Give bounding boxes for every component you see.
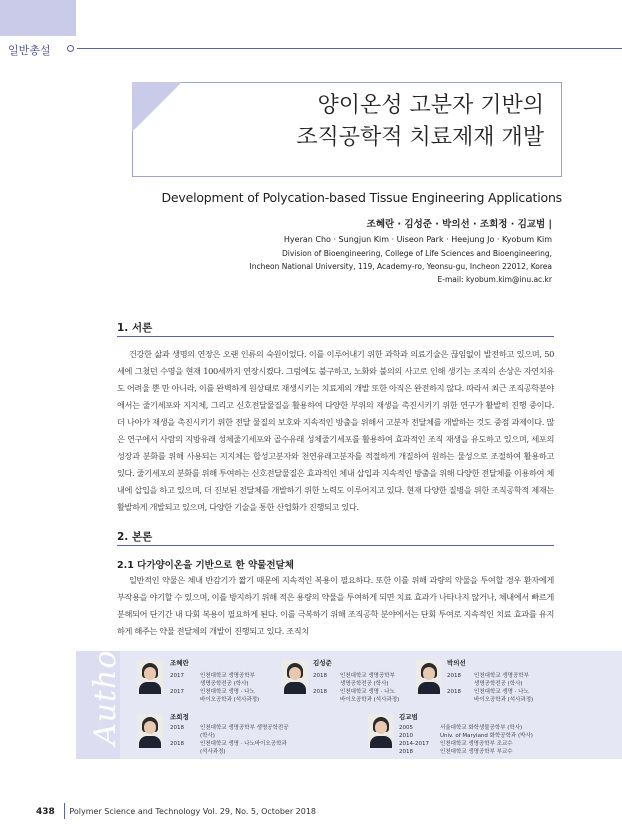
desc-line: (학사) [200, 733, 215, 739]
year: 2018 [447, 673, 461, 679]
authors-korean: 조혜란 · 김성준 · 박의선 · 조희정 · 김교범 | [366, 219, 552, 230]
authors-english: Hyeran Cho · Sungjun Kim · Uiseon Park · Heejung Jo · Kyobum Kim [283, 235, 552, 244]
desc-line: 생명공학전공 (학사) [200, 681, 249, 687]
author-label: Author [88, 634, 123, 745]
korean-title-line-2: 조직공학적 치료제재 개발 [296, 125, 544, 150]
desc-line: 인천대학교 생명 · 나노바이오공학과 [200, 741, 287, 747]
author-photo-jo-heejung [137, 714, 163, 748]
year: 2018 [170, 741, 184, 747]
year: 2017 [170, 673, 184, 679]
subsection-2-1-heading: 2.1 다가양이온을 기반으로 한 약물전달체 [117, 560, 294, 571]
section-2-heading: 2. 본론 [117, 531, 153, 543]
desc-line: 인천대학교 생명공학부 생명공학전공 [200, 725, 289, 731]
author-years [447, 672, 461, 696]
author-years [170, 672, 184, 696]
english-title: Development of Polycation-based Tissue Engineering Applications [161, 190, 562, 205]
desc-line: 바이오공학과 (석사과정) [340, 697, 400, 703]
year: 2010 [399, 733, 413, 739]
author-description [200, 672, 259, 704]
desc-line: 바이오공학과 (석사과정) [474, 697, 534, 703]
desc-line: 인천대학교 생명 · 나노 [474, 689, 529, 695]
author-photo-park-uiseon [416, 660, 442, 694]
korean-title [296, 90, 544, 154]
year: 2018 [170, 725, 184, 731]
section-1-rule [117, 336, 554, 337]
journal-citation: Polymer Science and Technology Vol. 29, No. 5, October 2018 [69, 807, 317, 816]
page-number: 438 [36, 807, 55, 817]
desc-line: (석사과정) [200, 749, 226, 755]
section-1-heading: 1. 서론 [117, 322, 153, 334]
desc-line: 인천대학교 생명공학부 조교수 [440, 741, 513, 747]
author-years [399, 724, 429, 756]
desc-line: 인천대학교 생명 · 나노 [200, 689, 255, 695]
desc-line: 인천대학교 생명공학부 [200, 673, 255, 679]
corner-accent-block [0, 0, 76, 36]
author-years [313, 672, 327, 696]
circle-bullet-icon [67, 45, 74, 52]
desc-line: 서울대학교 화학생물공학부 (학사) [440, 725, 523, 731]
year: 2014-2017 [399, 741, 429, 747]
author-description [340, 672, 399, 704]
desc-line: 인천대학교 생명공학부 [474, 673, 529, 679]
author-name: 조혜란 [170, 659, 189, 667]
desc-line: 생명공학전공 (학사) [474, 681, 523, 687]
desc-line: Univ. of Maryland 화학공학과 (박사) [440, 733, 533, 739]
affiliation-line-2: Incheon National University, 119, Academy-ro, Yeonsu-gu, Incheon 22012, Korea [249, 262, 552, 271]
author-name: 조희정 [170, 713, 189, 721]
desc-line: 생명공학전공 (학사) [340, 681, 389, 687]
author-name: 김성준 [313, 659, 332, 667]
author-photo-kim-sungjun [282, 660, 308, 694]
author-description [440, 724, 533, 756]
year: 2018 [447, 689, 461, 695]
section-1-body: 건강한 삶과 생명의 연장은 오랜 인류의 숙원이었다. 이를 이루어내기 위한 과학과 의료기술은 끊임없이 발전하고 있으며, 50세에 그쳤던 수명을 현재 100세까지 연장시켰다. 그럼에도 불구하고, 노화와 불의의 사고로 인해 생기는 조직의 손상은 자연치유도 어려울 뿐 만 아니라, 이를 완벽하게 원상태로 재생시키는 치료제의 개발 또한 아직은 완전하지 않다. 따라서 최근 조직공학분야에서는 줄기세포와 지지체, 그리고 신호전달물질을 활용하여 다양한 부위의 재생을 촉진시키기 위한 연구가 활발히 진행 중이다. 더 나아가 재생을 촉진시키기 위한 전달 물질의 보호와 지속적인 방출을 위해서 고분자 전달체를 개발하는 것도 중점 과제이다. 많은 연구에서 사람의 지방유래 성체줄기세포와 골수유래 성체줄기세포를 활용하여 효과적인 조직 재생을 유도하고 있으며, 세포의 성장과 분화를 위해 사용되는 지지체는 합성고분자와 천연유래고분자를 적절하게 개질하여 원하는 물성으로 조절하여 활용하고 있다. 줄기세포의 분화를 위해 투여하는 신호전달물질은 효과적인 체내 삽입과 지속적인 방출을 위해 다양한 전달체를 이용하여 체내에 삽입을 하고 있으며, 더 진보된 전달체를 개발하기 위한 노력도 이루어지고 있다. 현재 다양한 질병을 위한 조직공학적 제재는 활발하게 개발되고 있으며, 다양한 기술을 통한 산업화가 진행되고 있다. [117, 349, 554, 512]
section-2-rule [117, 545, 554, 546]
author-name: 박의선 [447, 659, 466, 667]
author-description [200, 724, 289, 756]
year: 2018 [313, 673, 327, 679]
year: 2005 [399, 725, 413, 731]
header-rule [77, 48, 622, 49]
year: 2018 [399, 749, 413, 755]
author-name: 김교범 [399, 713, 418, 721]
author-years [170, 724, 184, 748]
page-footer [36, 807, 316, 817]
subsection-2-1-body: 일반적인 약물은 체내 반감기가 짧기 때문에 지속적인 복용이 필요하다. 또한 이를 위해 과량의 약물을 투여할 경우 환자에게 부작용을 야기할 수 있으며, 이를 방지하기 위해 적은 용량의 약물을 투여하게 되면 치료 효과가 나타나지 않거나, 체내에서 빠르게 분해되어 단기간 내 다회 복용이 필요하게 된다. 이를 극복하기 위해 조직공학 분야에서는 단회 투여로 지속적인 치료 효과를 유지하게 해주는 약물 전달체의 개발이 진행되고 있다. 조직치 [117, 575, 554, 636]
section-tag: 일반총설 [8, 44, 51, 57]
author-block [250, 217, 552, 285]
author-photo-kim-kyobum [368, 714, 394, 748]
year: 2018 [313, 689, 327, 695]
title-corner-triangle [132, 82, 182, 132]
year: 2017 [170, 689, 184, 695]
korean-title-line-1: 양이온성 고분자 기반의 [317, 93, 544, 118]
desc-line: 인천대학교 생명 · 나노 [340, 689, 395, 695]
author-description [474, 672, 533, 704]
desc-line: 인천대학교 생명공학부 부교수 [440, 749, 513, 755]
desc-line: 인천대학교 생명공학부 [340, 673, 395, 679]
desc-line: 바이오공학과 (석사과정) [200, 697, 260, 703]
email: E-mail: kyobum.kim@inu.ac.kr [437, 275, 552, 284]
affiliation-line-1: Division of Bioengineering, College of Life Sciences and Bioengineering, [282, 249, 552, 258]
author-photo-cho-hyeran [137, 660, 163, 694]
